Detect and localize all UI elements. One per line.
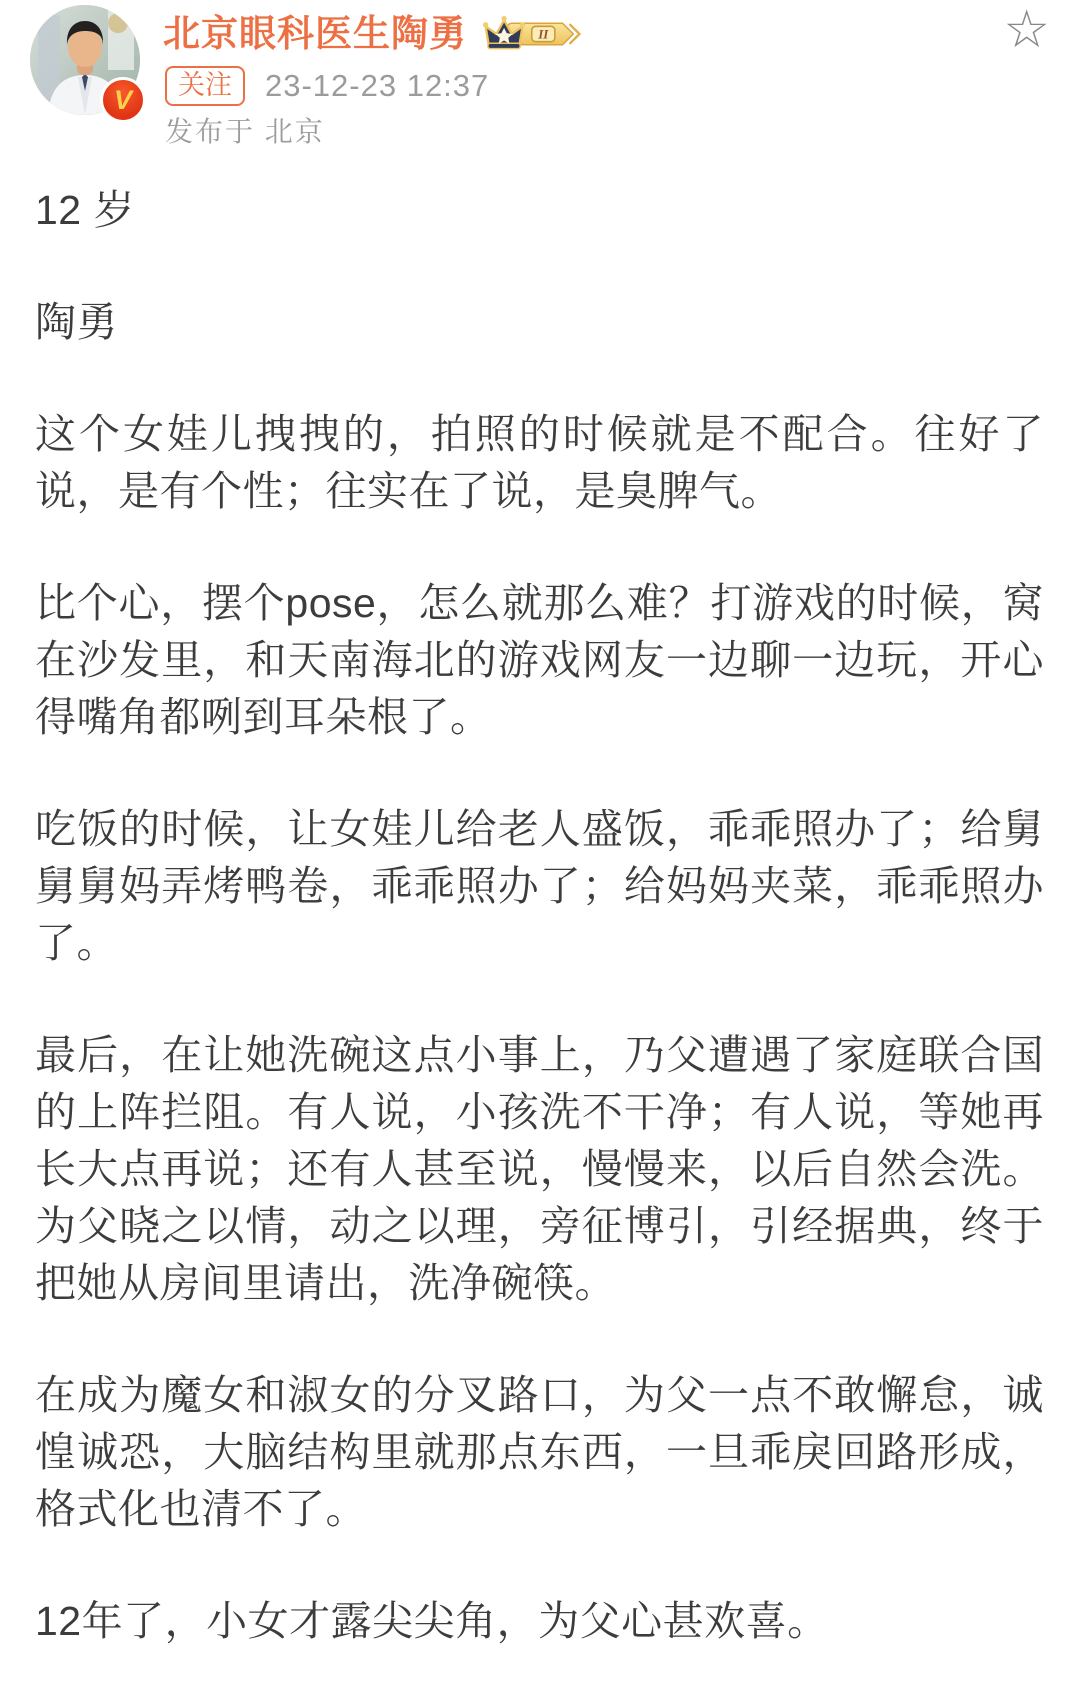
user-avatar[interactable] [30, 5, 140, 115]
post-paragraph: 这个女娃儿拽拽的，拍照的时候就是不配合。往好了说，是有个性；往实在了说，是臭脾气。 [35, 411, 1044, 514]
post-content [0, 160, 1080, 1650]
post-paragraph: 吃饭的时候，让女娃儿给老人盛饭，乖乖照办了；给舅舅舅妈弄烤鸭卷，乖乖照办了；给妈妈夹菜，乖乖照办了。 [35, 806, 1044, 966]
post-paragraph: 比个心，摆个pose，怎么就那么难？打游戏的时候，窝在沙发里，和天南海北的游戏网友一边聊一边玩，开心得嘴角都咧到耳朵根了。 [35, 580, 1044, 740]
vip-crown-badge [481, 14, 581, 54]
post-header [0, 0, 1080, 160]
post-paragraph: 陶勇 [35, 299, 118, 345]
verified-badge: V [100, 77, 146, 123]
post-timestamp: 23-12-23 12:37 [265, 68, 490, 103]
username[interactable]: 北京眼科医生陶勇 [163, 13, 467, 54]
post-paragraph: 12年了，小女才露尖尖角，为父心甚欢喜。 [35, 1598, 829, 1644]
svg-text:II: II [538, 26, 549, 42]
post-paragraph: 最后，在让她洗碗这点小事上，乃父遭遇了家庭联合国的上阵拦阻。有人说，小孩洗不干净；有人说，等她再长大点再说；还有人甚至说，慢慢来，以后自然会洗。为父晓之以情，动之以理，旁征博引，引经据典，终于把她从房间里请出，洗净碗筷。 [35, 1032, 1044, 1306]
favorite-star-icon[interactable]: ☆ [1003, 1, 1050, 59]
post-paragraph: 在成为魔女和淑女的分叉路口，为父一点不敢懈怠，诚惶诚恐，大脑结构里就那点东西，一旦乖戾回路形成，格式化也清不了。 [35, 1372, 1044, 1532]
post-paragraph: 12 岁 [35, 187, 135, 233]
follow-button[interactable]: 关注 [165, 66, 245, 106]
publish-location: 发布于 北京 [165, 116, 325, 147]
